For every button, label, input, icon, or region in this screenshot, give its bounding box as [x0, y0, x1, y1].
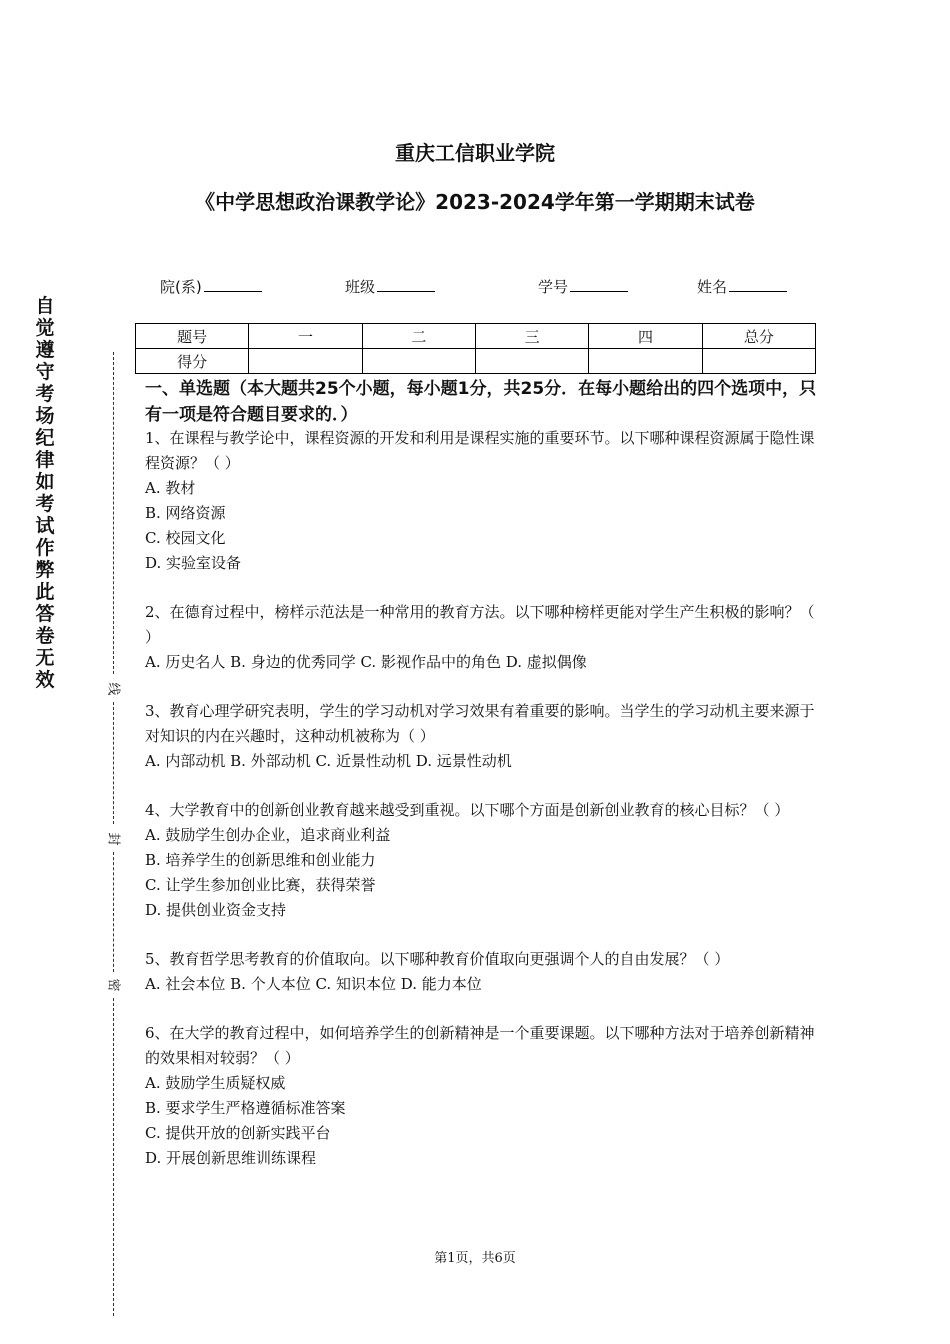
class-field	[345, 276, 435, 297]
question-6	[145, 1021, 820, 1171]
score-cell[interactable]	[362, 349, 475, 374]
score-row-label: 得分	[136, 349, 249, 374]
question-4	[145, 798, 820, 923]
question-1	[145, 426, 820, 576]
option-b[interactable]: B. 培养学生的创新思维和创业能力	[145, 851, 376, 869]
section-heading: 一、单选题（本大题共25个小题，每小题1分，共25分．在每小题给出的四个选项中，只有一项是符合题目要求的．）	[145, 379, 817, 425]
option-c[interactable]: C. 提供开放的创新实践平台	[145, 1124, 331, 1142]
question-2	[145, 600, 820, 675]
id-field	[538, 276, 628, 297]
score-cell[interactable]	[475, 349, 588, 374]
name-label: 姓名	[697, 278, 728, 296]
score-table-score-row	[136, 349, 816, 374]
options-line[interactable]: A. 社会本位 B. 个人本位 C. 知识本位 D. 能力本位	[145, 975, 482, 993]
score-cell[interactable]	[249, 349, 362, 374]
option-a[interactable]: A. 教材	[145, 479, 196, 497]
score-header-cell: 一	[249, 324, 362, 349]
class-label: 班级	[345, 278, 376, 296]
option-c[interactable]: C. 校园文化	[145, 529, 226, 547]
score-header-cell: 三	[475, 324, 588, 349]
page-number: 第1页，共6页	[434, 1251, 516, 1266]
dept-blank[interactable]	[204, 277, 262, 292]
question-stem: 5、教育哲学思考教育的价值取向。以下哪种教育价值取向更强调个人的自由发展？（ ）	[145, 950, 730, 968]
exam-title: 《中学思想政治课教学论》2023-2024学年第一学期期末试卷	[195, 190, 755, 214]
option-d[interactable]: D. 开展创新思维训练课程	[145, 1149, 317, 1167]
binding-dash-line	[113, 702, 114, 824]
option-b[interactable]: B. 要求学生严格遵循标准答案	[145, 1099, 346, 1117]
score-cell[interactable]	[702, 349, 815, 374]
dept-field	[160, 276, 262, 297]
question-5	[145, 947, 820, 997]
option-d[interactable]: D. 实验室设备	[145, 554, 242, 572]
option-a[interactable]: A. 鼓励学生质疑权威	[145, 1074, 286, 1092]
question-3	[145, 699, 820, 774]
options-line[interactable]: A. 历史名人 B. 身边的优秀同学 C. 影视作品中的角色 D. 虚拟偶像	[145, 653, 587, 671]
score-header-cell: 四	[589, 324, 702, 349]
score-table-header-row	[136, 324, 816, 349]
binding-mark-line: 线	[105, 682, 121, 696]
options-line[interactable]: A. 内部动机 B. 外部动机 C. 近景性动机 D. 远景性动机	[145, 752, 512, 770]
id-label: 学号	[538, 278, 569, 296]
question-stem: 2、在德育过程中，榜样示范法是一种常用的教育方法。以下哪种榜样更能对学生产生积极的影响？（ ）	[145, 603, 815, 646]
binding-mark-dense: 密	[105, 978, 121, 992]
option-d[interactable]: D. 提供创业资金支持	[145, 901, 287, 919]
score-header-cell: 二	[362, 324, 475, 349]
question-list	[145, 426, 820, 1171]
score-table	[135, 323, 816, 374]
option-a[interactable]: A. 鼓励学生创办企业，追求商业利益	[145, 826, 391, 844]
binding-dash-line	[113, 998, 114, 1316]
question-stem: 3、教育心理学研究表明，学生的学习动机对学习效果有着重要的影响。当学生的学习动机主要来源于对知识的内在兴趣时，这种动机被称为（ ）	[145, 702, 815, 745]
score-cell[interactable]	[589, 349, 702, 374]
binding-dash-line	[113, 852, 114, 972]
score-header-cell: 题号	[136, 324, 249, 349]
question-stem: 4、大学教育中的创新创业教育越来越受到重视。以下哪个方面是创新创业教育的核心目标？（ ）	[145, 801, 790, 819]
option-b[interactable]: B. 网络资源	[145, 504, 226, 522]
name-blank[interactable]	[729, 277, 787, 292]
class-blank[interactable]	[377, 277, 435, 292]
question-stem: 6、在大学的教育过程中，如何培养学生的创新精神是一个重要课题。以下哪种方法对于培养创新精神的效果相对较弱？（ ）	[145, 1024, 815, 1067]
binding-dash-line	[113, 352, 114, 674]
exam-discipline-notice: 自觉遵守考场纪律如考试作弊此答卷无效	[35, 295, 55, 691]
dept-label: 院(系)	[160, 278, 202, 296]
question-stem: 1、在课程与教学论中，课程资源的开发和利用是课程实施的重要环节。以下哪种课程资源属于隐性课程资源？（ ）	[145, 429, 815, 472]
name-field	[697, 276, 787, 297]
option-c[interactable]: C. 让学生参加创业比赛，获得荣誉	[145, 876, 376, 894]
score-header-cell: 总分	[702, 324, 815, 349]
binding-mark-seal: 封	[105, 832, 121, 846]
id-blank[interactable]	[570, 277, 628, 292]
school-name: 重庆工信职业学院	[395, 141, 555, 165]
